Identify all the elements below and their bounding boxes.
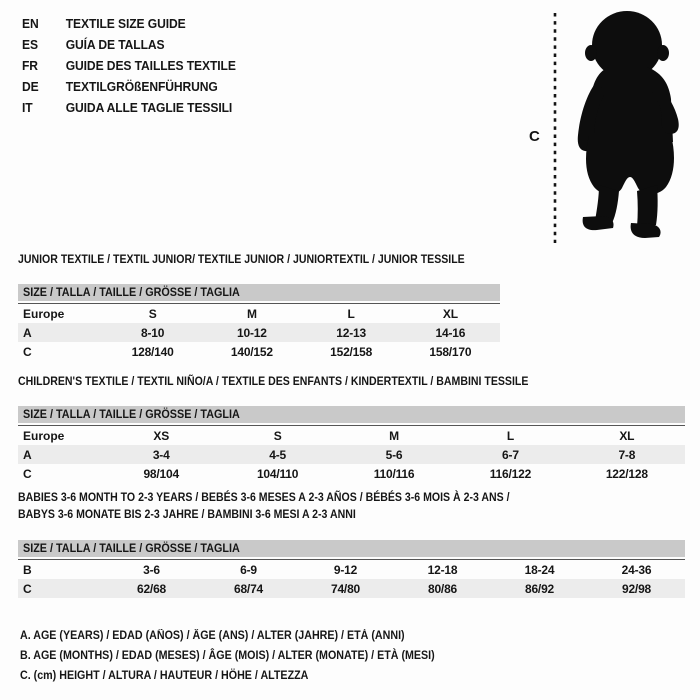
section-title-line: BABYS 3-6 MONATE BIS 2-3 JAHRE / BAMBINI 3-6 MESI A 2-3 ANNI [18, 507, 356, 521]
language-label: GUIDA ALLE TAGLIE TESSILI [65, 100, 233, 115]
language-list [22, 13, 236, 118]
size-cell: 68/74 [233, 581, 264, 596]
size-cell: M [246, 306, 257, 321]
table-size-header-label: SIZE / TALLA / TAILLE / GRÖSSE / TAGLIA [23, 285, 240, 299]
row-label: A [23, 447, 32, 462]
language-code: DE [22, 79, 39, 94]
row-label: B [23, 562, 32, 577]
row-label: C [23, 466, 32, 481]
table-rows [18, 559, 685, 598]
footnote: C. (cm) HEIGHT / ALTURA / HAUTEUR / HÖHE / ALTEZZA [20, 670, 309, 682]
table-row [18, 304, 500, 323]
size-table-section-children [18, 373, 685, 483]
size-cell: 98/104 [143, 466, 179, 481]
table-row [18, 445, 685, 464]
size-cell: XL [619, 428, 635, 443]
size-cell: 80/86 [427, 581, 458, 596]
language-code: FR [22, 58, 38, 73]
table-size-header [18, 540, 685, 557]
size-cell: XS [153, 428, 169, 443]
size-cell: 74/80 [330, 581, 361, 596]
language-row [22, 13, 236, 34]
size-cell: 10-12 [237, 325, 267, 340]
section-title [18, 489, 605, 523]
size-cell: 152/158 [330, 344, 373, 359]
size-cell: 140/152 [230, 344, 273, 359]
children-size-table [18, 406, 685, 483]
section-title-line: JUNIOR TEXTILE / TEXTIL JUNIOR/ TEXTILE JUNIOR / JUNIORTEXTIL / JUNIOR TESSILE [18, 252, 465, 266]
language-label: TEXTILGRÖßENFÜHRUNG [65, 79, 218, 94]
measure-label-c: C [529, 128, 540, 145]
section-title [18, 373, 605, 390]
size-cell: 62/68 [136, 581, 167, 596]
size-cell: 14-16 [435, 325, 466, 340]
size-cell: 12-18 [427, 562, 458, 577]
footnote: A. AGE (YEARS) / EDAD (AÑOS) / ÂGE (ANS) / ALTER (JAHRE) / ETÀ (ANNI) [20, 630, 405, 642]
size-cell: 7-8 [618, 447, 636, 462]
size-cell: 128/140 [131, 344, 174, 359]
size-cell: S [148, 306, 157, 321]
language-code: IT [22, 100, 33, 115]
language-code: EN [22, 16, 39, 31]
language-row [22, 34, 236, 55]
size-cell: 86/92 [524, 581, 555, 596]
size-cell: 6-7 [502, 447, 519, 462]
table-row [18, 323, 500, 342]
size-cell: L [347, 306, 355, 321]
size-cell: 110/116 [373, 466, 415, 481]
row-label: C [23, 581, 32, 596]
size-cell: 6-9 [240, 562, 257, 577]
size-cell: 104/110 [256, 466, 299, 481]
table-row [18, 342, 500, 361]
row-label: A [23, 325, 32, 340]
size-cell: M [389, 428, 399, 443]
size-cell: 5-6 [385, 447, 403, 462]
language-label: GUÍA DE TALLAS [65, 37, 165, 52]
language-label: GUIDE DES TAILLES TEXTILE [65, 58, 236, 73]
language-row [22, 97, 236, 118]
row-label: Europe [23, 306, 65, 321]
table-size-header [18, 406, 685, 423]
size-cell: 122/128 [605, 466, 648, 481]
size-table-section-junior [18, 251, 500, 361]
size-table-section-babies [18, 489, 685, 598]
footnote: B. AGE (MONTHS) / EDAD (MESES) / ÂGE (MOIS) / ALTER (MONATE) / ETÀ (MESI) [20, 650, 435, 662]
table-row [18, 579, 685, 598]
table-size-header-label: SIZE / TALLA / TAILLE / GRÖSSE / TAGLIA [23, 407, 240, 421]
size-cell: 9-12 [333, 562, 358, 577]
size-cell: 3-6 [143, 562, 160, 577]
table-row [18, 426, 685, 445]
language-code: ES [22, 37, 38, 52]
size-cell: 8-10 [141, 325, 165, 340]
size-cell: 158/170 [429, 344, 472, 359]
size-cell: XL [442, 306, 458, 321]
size-cell: 3-4 [152, 447, 170, 462]
language-row [22, 55, 236, 76]
baby-figure [515, 5, 693, 249]
language-row [22, 76, 236, 97]
junior-size-table [18, 284, 500, 361]
table-size-header-label: SIZE / TALLA / TAILLE / GRÖSSE / TAGLIA [23, 541, 240, 555]
toddler-silhouette-icon [578, 11, 679, 238]
size-cell: 18-24 [524, 562, 555, 577]
section-title [18, 251, 465, 268]
size-cell: S [273, 428, 282, 443]
language-label: TEXTILE SIZE GUIDE [65, 16, 186, 31]
row-label: C [23, 344, 32, 359]
size-cell: 4-5 [269, 447, 286, 462]
size-cell: 92/98 [621, 581, 652, 596]
babies-size-table [18, 540, 685, 598]
section-title-line: BABIES 3-6 MONTH TO 2-3 YEARS / BEBÉS 3-6 MESES A 2-3 AÑOS / BÉBÉS 3-6 MOIS À 2-3 ANS / [18, 490, 510, 504]
size-cell: L [506, 428, 514, 443]
table-row [18, 464, 685, 483]
size-cell: 116/122 [489, 466, 532, 481]
size-cell: 12-13 [336, 325, 366, 340]
section-title-line: CHILDREN'S TEXTILE / TEXTIL NIÑO/A / TEXTILE DES ENFANTS / KINDERTEXTIL / BAMBINI TESSILE [18, 374, 529, 388]
size-cell: 24-36 [621, 562, 652, 577]
table-rows [18, 425, 685, 483]
table-rows [18, 303, 500, 361]
table-size-header [18, 284, 500, 301]
row-label: Europe [23, 428, 65, 443]
footnote-list [20, 626, 435, 686]
table-row [18, 560, 685, 579]
